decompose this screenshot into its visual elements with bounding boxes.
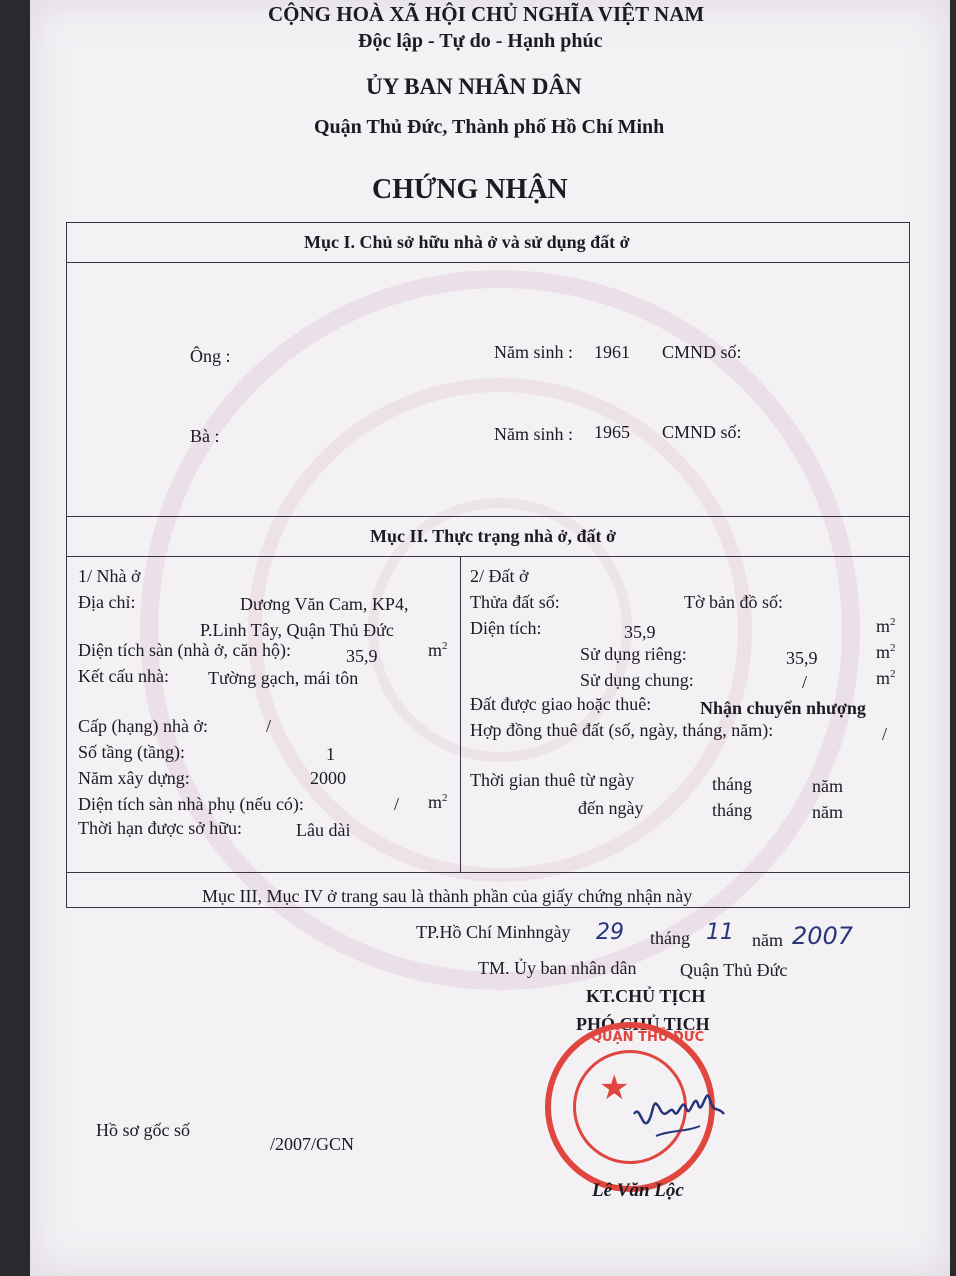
signer-name: Lê Văn Lộc [592,1180,684,1201]
floors-value: 1 [326,744,335,764]
owner-female-label: Bà : [190,426,220,446]
document-title: CHỨNG NHẬN [372,174,568,205]
ownership-term-value: Lâu dài [296,820,351,840]
year-built-value: 2000 [310,768,346,788]
year-label: năm [812,802,843,822]
shared-use-value: / [802,672,808,692]
lease-from-label: Thời gian thuê từ ngày [470,770,635,790]
ownership-term-label: Thời hạn được sở hữu: [78,818,243,838]
birth-label: Năm sinh : [494,342,573,362]
aux-area-label: Diện tích sàn nhà phụ (nếu có): [78,794,304,814]
structure-label: Kết cấu nhà: [78,666,169,686]
floor-area-label: Diện tích sàn (nhà ở, căn hộ): [78,640,291,660]
land-area-label: Diện tích: [470,618,542,638]
owner-male-birth: 1961 [594,342,630,362]
aux-area-value: / [394,794,400,814]
land-area-value: 35,9 [624,622,656,642]
seal-text: QUẬN THỦ ĐỨC [591,1030,705,1045]
country-name: CỘNG HOÀ XÃ HỘI CHỦ NGHĨA VIỆT NAM [268,2,705,26]
address-line2: P.Linh Tây, Quận Thủ Đức [200,620,394,640]
floor-area-value: 35,9 [346,646,378,666]
owner-male-label: Ông : [190,346,231,366]
lease-contract-value: / [882,724,888,744]
structure-value: Tường gạch, mái tôn [208,668,359,688]
month-label: tháng [650,928,690,948]
divider [66,872,910,873]
signing-month: 11 [706,920,734,945]
footer-note: Mục III, Mục IV ở trang sau là thành phần của giấy chứng nhận này [202,886,693,906]
grade-value: / [266,716,272,736]
birth-label: Năm sinh : [494,424,573,444]
allocation-value: Nhận chuyển nhượng [700,698,866,718]
private-use-label: Sử dụng riêng: [580,644,687,664]
unit: $m^2$ [876,668,896,688]
land-title: 2/ Đất ở [470,566,529,586]
divider [66,516,910,517]
unit: $m^2$ [876,642,896,662]
month-label: tháng [712,800,752,820]
unit: $m^2$ [876,616,896,636]
section2-heading: Mục II. Thực trạng nhà ở, đất ở [370,526,616,546]
map-sheet-label: Tờ bản đồ số: [684,592,784,612]
authority-name: ỦY BAN NHÂN DÂN [366,74,582,99]
month-label: tháng [712,774,752,794]
record-number: /2007/GCN [270,1134,355,1154]
on-behalf-district: Quận Thủ Đức [680,960,788,980]
unit: $m^2$ [428,792,448,812]
address-label: Địa chỉ: [78,592,136,612]
certificate-page [30,0,950,1276]
signing-place: TP.Hồ Chí Minhngày [416,922,571,942]
lease-contract-label: Hợp đồng thuê đất (số, ngày, tháng, năm): [470,720,774,740]
house-title: 1/ Nhà ở [78,566,141,586]
column-divider [460,556,461,872]
lease-to-label: đến ngày [578,798,644,818]
year-label: năm [812,776,843,796]
divider [66,262,910,263]
signing-day: 29 [596,920,624,945]
district-name: Quận Thủ Đức, Thành phố Hồ Chí Minh [314,116,665,138]
unit: $m^2$ [428,640,448,660]
kt-title: KT.CHỦ TỊCH [586,986,706,1006]
allocation-label: Đất được giao hoặc thuê: [470,694,652,714]
id-label: CMND số: [662,422,742,442]
shared-use-label: Sử dụng chung: [580,670,694,690]
address-line1: Dương Văn Cam, KP4, [240,594,409,614]
signing-year: 2007 [792,922,854,950]
owner-female-birth: 1965 [594,422,630,442]
year-label: năm [752,930,783,950]
floors-label: Số tầng (tầng): [78,742,185,762]
signature-icon [626,1074,736,1154]
record-label: Hồ sơ gốc số [96,1120,191,1140]
on-behalf-label: TM. Ủy ban nhân dân [478,958,637,978]
private-use-value: 35,9 [786,648,818,668]
deputy-title: PHÓ CHỦ TỊCH [576,1014,710,1034]
section1-heading: Mục I. Chủ sở hữu nhà ở và sử dụng đất ở [304,232,630,252]
divider [66,556,910,557]
star-icon: ★ [599,1070,630,1107]
id-label: CMND số: [662,342,742,362]
plot-label: Thửa đất số: [470,592,560,612]
year-built-label: Năm xây dựng: [78,768,190,788]
grade-label: Cấp (hạng) nhà ở: [78,716,208,736]
motto: Độc lập - Tự do - Hạnh phúc [358,30,603,52]
